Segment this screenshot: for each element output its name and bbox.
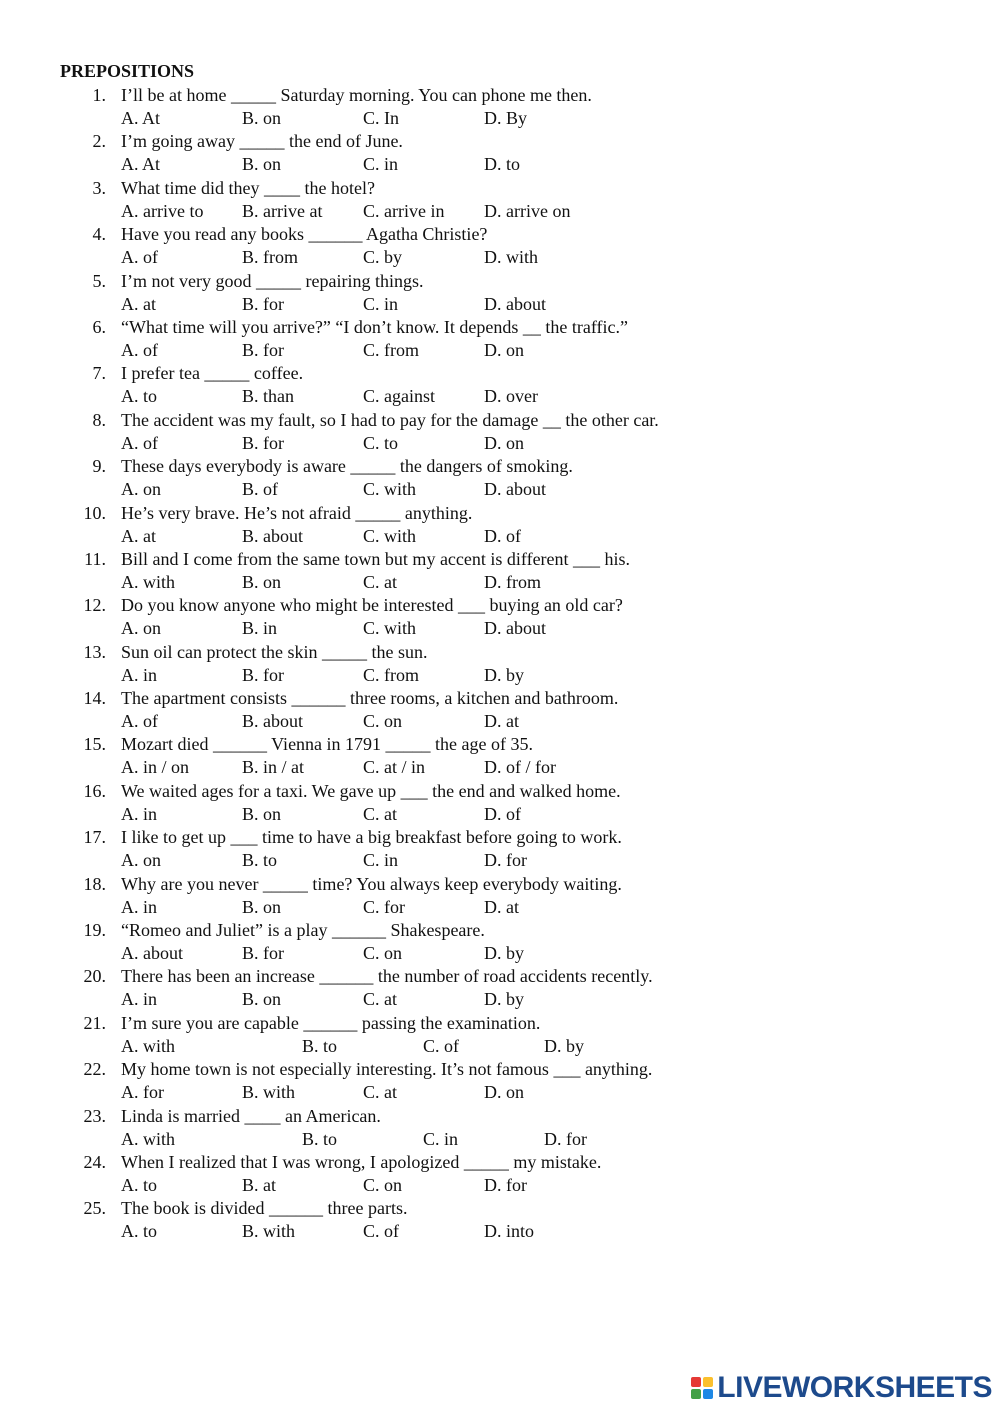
question-text: The book is divided ______ three parts. xyxy=(121,1198,408,1219)
logo-grid-icon xyxy=(691,1377,713,1399)
question-text: I like to get up ___ time to have a big breakfast before going to work. xyxy=(121,827,622,848)
answer-option[interactable]: D. By xyxy=(484,108,528,128)
answer-option[interactable]: C. by xyxy=(363,247,403,268)
answer-option[interactable]: D. by xyxy=(484,943,524,964)
answer-option[interactable]: A. in / on xyxy=(121,757,190,778)
answer-option[interactable]: B. for xyxy=(242,293,284,314)
question-text: The accident was my fault, so I had to pay for the damage __ the other car. xyxy=(121,409,659,430)
answer-option[interactable]: B. with xyxy=(242,1221,296,1242)
question-number: 5. xyxy=(92,270,106,291)
question-text: I prefer tea _____ coffee. xyxy=(121,363,304,384)
answer-option[interactable]: A. with xyxy=(121,1128,175,1149)
question-text: When I realized that I was wrong, I apologized _____ my mistake. xyxy=(121,1151,602,1172)
answer-option[interactable]: B. to xyxy=(242,850,278,871)
answer-option[interactable]: C. in xyxy=(423,1128,459,1149)
answer-option[interactable]: A. in xyxy=(121,664,157,685)
answer-option[interactable]: A. with xyxy=(121,571,175,592)
answer-option[interactable]: A. arrive to xyxy=(121,200,204,221)
question-number: 14. xyxy=(83,688,106,709)
logo-square xyxy=(691,1389,701,1399)
question-number: 23. xyxy=(83,1105,106,1126)
question-item xyxy=(0,733,1000,779)
question-number: 2. xyxy=(92,131,106,152)
answer-option[interactable]: A. in xyxy=(121,803,157,824)
question-text: He’s very brave. He’s not afraid _____ anything. xyxy=(121,502,473,523)
answer-option[interactable]: D. at xyxy=(484,896,519,917)
answer-option[interactable]: D. on xyxy=(484,1082,524,1103)
question-text: What time did they ____ the hotel? xyxy=(121,177,375,198)
answer-option[interactable]: D. for xyxy=(544,1128,587,1149)
answer-option[interactable]: C. at xyxy=(363,571,397,592)
question-text: Linda is married ____ an American. xyxy=(121,1105,381,1126)
answer-option[interactable]: B. about xyxy=(242,525,303,546)
answer-option[interactable]: B. to xyxy=(302,1035,338,1056)
answer-option[interactable]: A. of xyxy=(121,432,158,453)
question-text: I’ll be at home _____ Saturday morning. You can phone me then. xyxy=(121,85,592,105)
answer-option[interactable]: D. arrive on xyxy=(484,200,571,221)
answer-option[interactable]: A. of xyxy=(121,247,158,268)
answer-option[interactable]: C. in xyxy=(363,850,399,871)
question-item xyxy=(0,1105,1000,1151)
answer-option[interactable]: A. in xyxy=(121,989,157,1010)
question-number: 21. xyxy=(83,1012,106,1033)
answer-option[interactable]: B. for xyxy=(242,432,284,453)
question-text: “Romeo and Juliet” is a play ______ Shakespeare. xyxy=(121,920,485,941)
question-text: Mozart died ______ Vienna in 1791 _____ the age of 35. xyxy=(121,734,534,755)
question-text: Why are you never _____ time? You always keep everybody waiting. xyxy=(121,873,622,894)
answer-option[interactable]: B. on xyxy=(242,154,282,175)
answer-option[interactable]: D. for xyxy=(484,850,527,871)
question-item xyxy=(0,1058,1000,1104)
question-number: 20. xyxy=(83,966,106,987)
answer-option[interactable]: D. to xyxy=(484,154,520,175)
question-item xyxy=(0,873,1000,919)
answer-option[interactable]: A. to xyxy=(121,1174,157,1195)
answer-option[interactable]: C. of xyxy=(363,1221,399,1242)
answer-option[interactable]: A. at xyxy=(121,293,156,314)
answer-option[interactable]: B. arrive at xyxy=(242,200,323,221)
question-item xyxy=(0,965,1000,1011)
question-number: 25. xyxy=(83,1198,106,1219)
question-item xyxy=(0,316,1000,362)
answer-option[interactable]: B. on xyxy=(242,571,282,592)
question-item xyxy=(0,548,1000,594)
answer-option[interactable]: D. into xyxy=(484,1221,535,1242)
answer-option[interactable]: D. with xyxy=(484,247,538,268)
answer-option[interactable]: B. at xyxy=(242,1174,276,1195)
answer-option[interactable]: B. from xyxy=(242,247,298,268)
page-title: PREPOSITIONS xyxy=(60,61,195,81)
question-item xyxy=(0,1151,1000,1197)
question-text: Bill and I come from the same town but my accent is different ___ his. xyxy=(121,548,631,569)
question-text: I’m not very good _____ repairing things. xyxy=(121,270,424,291)
answer-option[interactable]: A. At xyxy=(121,108,161,128)
answer-option[interactable]: D. at xyxy=(484,711,519,732)
answer-option[interactable]: B. about xyxy=(242,711,303,732)
answer-option[interactable]: A. At xyxy=(121,154,161,175)
answer-option[interactable]: B. than xyxy=(242,386,294,407)
answer-option[interactable]: A. at xyxy=(121,525,156,546)
question-text: We waited ages for a taxi. We gave up ___ the end and walked home. xyxy=(121,780,621,801)
answer-option[interactable]: C. from xyxy=(363,664,419,685)
question-number: 22. xyxy=(83,1059,106,1080)
question-item xyxy=(0,826,1000,872)
question-number: 17. xyxy=(83,827,106,848)
logo-text: LIVEWORKSHEETS xyxy=(717,1371,992,1404)
answer-option[interactable]: C. at xyxy=(363,803,397,824)
answer-option[interactable]: B. on xyxy=(242,803,282,824)
question-item xyxy=(0,177,1000,223)
question-number: 9. xyxy=(92,456,106,477)
question-number: 6. xyxy=(92,316,106,337)
answer-option[interactable]: C. In xyxy=(363,108,399,128)
answer-option[interactable]: A. for xyxy=(121,1082,164,1103)
answer-option[interactable]: A. on xyxy=(121,479,161,500)
answer-option[interactable]: D. on xyxy=(484,339,524,360)
question-number: 16. xyxy=(83,780,106,801)
question-number: 13. xyxy=(83,641,106,662)
question-number: 11. xyxy=(84,548,106,569)
answer-option[interactable]: C. against xyxy=(363,386,435,407)
question-item xyxy=(0,1012,1000,1058)
answer-option[interactable]: B. to xyxy=(302,1128,338,1149)
answer-option[interactable]: B. for xyxy=(242,943,284,964)
question-number: 24. xyxy=(83,1151,106,1172)
answer-option[interactable]: C. for xyxy=(363,896,405,917)
answer-option[interactable]: D. about xyxy=(484,618,546,639)
answer-option[interactable]: D. about xyxy=(484,479,546,500)
question-number: 19. xyxy=(83,920,106,941)
question-number: 7. xyxy=(92,363,106,384)
answer-option[interactable]: A. with xyxy=(121,1035,175,1056)
question-item xyxy=(0,130,1000,176)
answer-option[interactable]: D. by xyxy=(484,664,524,685)
question-item xyxy=(0,409,1000,455)
question-item xyxy=(0,270,1000,316)
answer-option[interactable]: B. for xyxy=(242,339,284,360)
question-number: 4. xyxy=(92,224,106,245)
question-text: My home town is not especially interesting. It’s not famous ___ anything. xyxy=(121,1059,653,1080)
question-item xyxy=(0,641,1000,687)
answer-option[interactable]: C. with xyxy=(363,525,417,546)
question-number: 8. xyxy=(92,409,106,430)
question-item xyxy=(0,1197,1000,1243)
answer-option[interactable]: D. by xyxy=(544,1035,584,1056)
answer-option[interactable]: B. on xyxy=(242,108,282,128)
question-number: 12. xyxy=(83,595,106,616)
question-number: 1. xyxy=(92,85,106,105)
answer-option[interactable]: C. on xyxy=(363,943,403,964)
answer-option[interactable]: C. from xyxy=(363,339,419,360)
answer-option[interactable]: C. in xyxy=(363,154,399,175)
question-text: Sun oil can protect the skin _____ the sun. xyxy=(121,641,428,662)
question-text: These days everybody is aware _____ the dangers of smoking. xyxy=(121,456,573,477)
answer-option[interactable]: D. by xyxy=(484,989,524,1010)
answer-option[interactable]: D. of xyxy=(484,803,521,824)
answer-option[interactable]: C. with xyxy=(363,479,417,500)
logo-square xyxy=(691,1377,701,1387)
question-item xyxy=(0,455,1000,501)
answer-option[interactable]: B. of xyxy=(242,479,278,500)
question-item xyxy=(0,362,1000,408)
answer-option[interactable]: A. on xyxy=(121,850,161,871)
answer-option[interactable]: D. of xyxy=(484,525,521,546)
answer-option[interactable]: C. on xyxy=(363,711,403,732)
question-text: Have you read any books ______ Agatha Christie? xyxy=(121,224,488,245)
answer-option[interactable]: B. in xyxy=(242,618,278,639)
question-number: 3. xyxy=(92,177,106,198)
logo-square xyxy=(703,1377,713,1387)
question-item xyxy=(0,687,1000,733)
answer-option[interactable]: A. in xyxy=(121,896,157,917)
answer-option[interactable]: A. about xyxy=(121,943,183,964)
question-item xyxy=(0,594,1000,640)
question-number: 10. xyxy=(83,502,106,523)
answer-option[interactable]: D. of / for xyxy=(484,757,556,778)
answer-option[interactable]: D. from xyxy=(484,571,541,592)
question-list xyxy=(0,84,1000,1244)
answer-option[interactable]: D. about xyxy=(484,293,546,314)
answer-option[interactable]: C. to xyxy=(363,432,399,453)
logo-square xyxy=(703,1389,713,1399)
answer-option[interactable]: A. to xyxy=(121,386,157,407)
answer-option[interactable]: A. to xyxy=(121,1221,157,1242)
answer-option[interactable]: C. arrive in xyxy=(363,200,445,221)
answer-option[interactable]: C. in xyxy=(363,293,399,314)
question-item xyxy=(0,502,1000,548)
answer-option[interactable]: B. on xyxy=(242,896,282,917)
question-text: “What time will you arrive?” “I don’t know. It depends __ the traffic.” xyxy=(121,316,628,337)
question-number: 18. xyxy=(83,873,106,894)
answer-option[interactable]: B. for xyxy=(242,664,284,685)
answer-option[interactable]: D. over xyxy=(484,386,538,407)
answer-option[interactable]: A. of xyxy=(121,711,158,732)
answer-option[interactable]: C. at / in xyxy=(363,757,425,778)
answer-option[interactable]: D. for xyxy=(484,1174,527,1195)
answer-option[interactable]: C. at xyxy=(363,1082,397,1103)
question-text: Do you know anyone who might be interested ___ buying an old car? xyxy=(121,595,623,616)
answer-option[interactable]: A. of xyxy=(121,339,158,360)
question-item xyxy=(0,84,1000,130)
answer-option[interactable]: B. on xyxy=(242,989,282,1010)
question-text: I’m going away _____ the end of June. xyxy=(121,131,403,152)
answer-option[interactable]: C. with xyxy=(363,618,417,639)
question-text: I’m sure you are capable ______ passing the examination. xyxy=(121,1012,541,1033)
question-text: The apartment consists ______ three rooms, a kitchen and bathroom. xyxy=(121,688,619,709)
question-text: There has been an increase ______ the number of road accidents recently. xyxy=(121,966,653,987)
answer-option[interactable]: A. on xyxy=(121,618,161,639)
question-item xyxy=(0,223,1000,269)
answer-option[interactable]: C. on xyxy=(363,1174,403,1195)
answer-option[interactable]: B. with xyxy=(242,1082,296,1103)
answer-option[interactable]: B. in / at xyxy=(242,757,304,778)
answer-option[interactable]: C. of xyxy=(423,1035,459,1056)
question-item xyxy=(0,919,1000,965)
question-number: 15. xyxy=(83,734,106,755)
question-item xyxy=(0,780,1000,826)
liveworksheets-logo xyxy=(691,1371,992,1405)
answer-option[interactable]: D. on xyxy=(484,432,524,453)
answer-option[interactable]: C. at xyxy=(363,989,397,1010)
